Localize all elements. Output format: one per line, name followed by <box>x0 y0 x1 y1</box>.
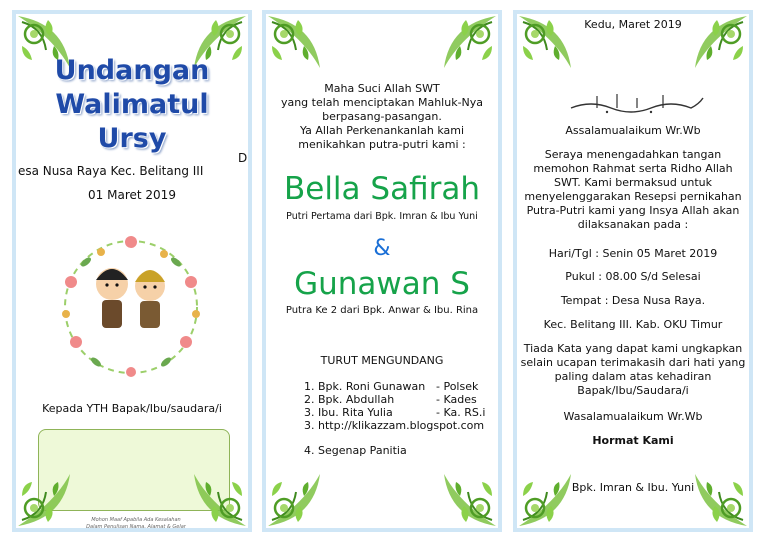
event-time: Pukul : 08.00 S/d Selesai <box>565 270 701 283</box>
leaf-ornament-icon <box>519 474 571 526</box>
list-item <box>304 444 485 457</box>
place-date: Kedu, Maret 2019 <box>584 18 682 31</box>
bismillah-calligraphy-icon <box>567 90 707 116</box>
title-line-2: Walimatul <box>55 89 209 120</box>
footnote-line-2: Dalam Penulisan Nama, Alamat & Gelar <box>86 524 186 530</box>
bride-name: Bella Safirah <box>283 171 480 207</box>
groom-parents: Putra Ke 2 dari Bpk. Anwar & Ibu. Rina <box>285 305 479 316</box>
cover-date: 01 Maret 2019 <box>88 188 176 202</box>
event-place: Tempat : Desa Nusa Raya. <box>560 294 706 307</box>
list-item-role: - Polsek <box>436 380 479 393</box>
closing-greeting: Wasalamualaikum Wr.Wb <box>563 410 703 423</box>
leaf-ornament-icon <box>444 474 496 526</box>
list-item <box>304 406 485 419</box>
list-item-role: - Kades <box>436 393 477 406</box>
intro-line-4: Ya Allah Perkenankanlah kami <box>299 124 465 137</box>
greeting: Assalamualaikum Wr.Wb <box>565 124 701 137</box>
title-line-1: Undangan <box>54 55 210 86</box>
leaf-ornament-icon <box>18 474 70 526</box>
event-date: Hari/Tgl : Senin 05 Maret 2019 <box>548 247 718 260</box>
ampersand: & <box>373 236 391 261</box>
intro-line-5: menikahkan putra-putri kami : <box>298 138 466 151</box>
signature: Bpk. Imran & Ibu. Yuni <box>571 481 695 494</box>
list-item-name: 3. Ibu. Rita Yulia <box>304 406 393 419</box>
body-line-1: Seraya menengadahkan tangan <box>544 148 722 161</box>
stray-letter: D <box>238 151 248 165</box>
list-item-name: 2. Bpk. Abdullah <box>304 393 395 406</box>
list-item <box>304 393 485 406</box>
list-item <box>304 380 485 393</box>
wreath-icon <box>46 222 216 392</box>
list-item-link[interactable]: 3. http://klikazzam.blogspot.com <box>304 419 485 432</box>
intro-line-2: yang telah menciptakan Mahluk-Nya <box>280 96 484 109</box>
groom-name: Gunawan S <box>294 266 470 302</box>
thanks-line-4: Bapak/Ibu/Saudara/i <box>577 384 689 397</box>
body-line-3: SWT. Kami bermaksud untuk <box>554 176 712 189</box>
details-panel <box>513 10 753 532</box>
leaf-ornament-icon <box>695 474 747 526</box>
invitee-list <box>304 380 485 457</box>
regards: Hormat Kami <box>592 434 674 447</box>
body-line-6: dilaksanakan pada : <box>577 218 689 231</box>
body-line-2: memohon Rahmat serta Ridho Allah <box>533 162 733 175</box>
couple-illustration-icon <box>96 268 165 328</box>
footnote-line-1: Mohon Maaf Apabila Ada Kesalahan <box>91 517 181 523</box>
leaf-ornament-icon <box>268 474 320 526</box>
cover-panel <box>12 10 252 532</box>
thanks-line-1: Tiada Kata yang dapat kami ungkapkan <box>523 342 743 355</box>
leaf-ornament-icon <box>194 474 246 526</box>
intro-line-3: berpasang-pasangan. <box>322 110 442 123</box>
couple-panel <box>262 10 502 532</box>
title-line-3: Ursy <box>97 123 167 154</box>
body-line-4: menyelenggarakan Resepsi pernikahan <box>524 190 742 203</box>
event-district: Kec. Belitang III. Kab. OKU Timur <box>543 318 723 331</box>
leaf-ornament-icon <box>268 16 320 68</box>
footnote <box>76 517 196 531</box>
turut-heading: TURUT MENGUNDANG <box>320 354 444 367</box>
cover-recipient: Kepada YTH Bapak/Ibu/saudara/i <box>42 402 222 415</box>
list-item <box>304 419 485 432</box>
bride-parents: Putri Pertama dari Bpk. Imran & Ibu Yuni <box>286 211 478 222</box>
thanks-line-3: paling dalam atas kehadiran <box>554 370 712 383</box>
intro-line-1: Maha Suci Allah SWT <box>324 82 440 95</box>
list-item-role: - Ka. RS.i <box>436 406 486 419</box>
body-line-5: Putra-Putri kami yang Insya Allah akan <box>526 204 740 217</box>
list-item-name: 4. Segenap Panitia <box>304 444 407 457</box>
cover-address: esa Nusa Raya Kec. Belitang III <box>18 164 204 178</box>
leaf-ornament-icon <box>444 16 496 68</box>
list-item-name: 1. Bpk. Roni Gunawan <box>304 380 426 393</box>
thanks-line-2: selain ucapan terimakasih dari hati yang <box>520 356 746 369</box>
